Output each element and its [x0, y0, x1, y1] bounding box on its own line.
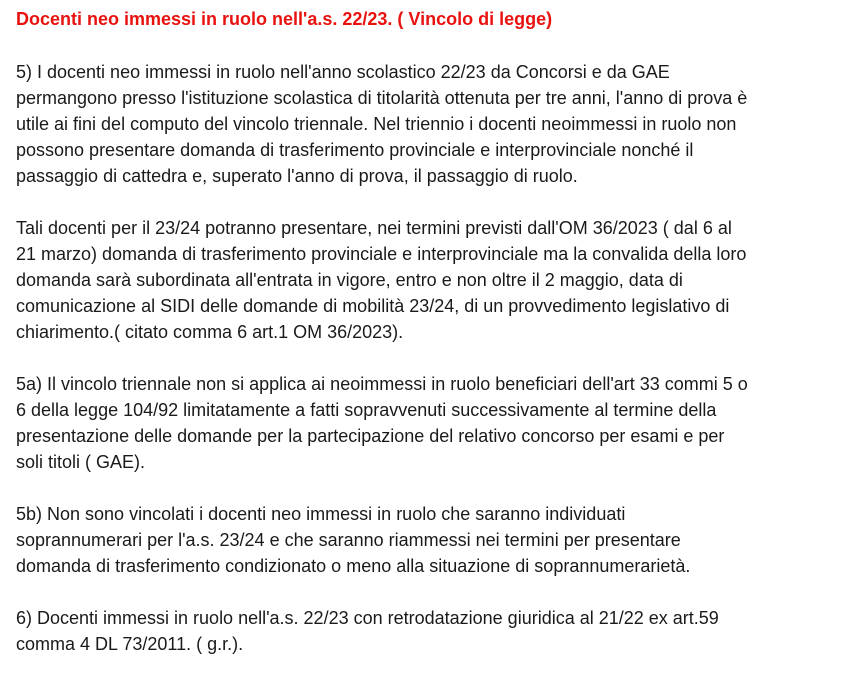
document-page [16, 7, 831, 683]
paragraph-5a [16, 371, 831, 475]
paragraph-line: Tali docenti per il 23/24 potranno presentare, nei termini previsti dall'OM 36/2023 ( dal 6 al [16, 218, 732, 238]
paragraph-line: comunicazione al SIDI delle domande di mobilità 23/24, di un provvedimento legislativo di [16, 296, 730, 316]
paragraph-5 [16, 59, 831, 189]
paragraph-line: soprannumerari per l'a.s. 23/24 e che saranno riammessi nei termini per presentare [16, 530, 681, 550]
paragraph-line: 6) Docenti immessi in ruolo nell'a.s. 22/23 con retrodatazione giuridica al 21/22 ex art.59 [16, 608, 719, 628]
paragraph-line: soli titoli ( GAE). [16, 452, 146, 472]
paragraph-line: passaggio di cattedra e, superato l'anno di prova, il passaggio di ruolo. [16, 166, 578, 186]
document-title: Docenti neo immessi in ruolo nell'a.s. 22/23. ( Vincolo di legge) [16, 9, 553, 29]
paragraph-line: presentazione delle domande per la partecipazione del relativo concorso per esami e per [16, 426, 725, 446]
paragraph-line: 5) I docenti neo immessi in ruolo nell'anno scolastico 22/23 da Concorsi e da GAE [16, 62, 670, 82]
paragraph-line: domanda sarà subordinata all'entrata in vigore, entro e non oltre il 2 maggio, data di [16, 270, 683, 290]
paragraph-line: possono presentare domanda di trasferimento provinciale e interprovinciale nonché il [16, 140, 694, 160]
paragraph-line: 21 marzo) domanda di trasferimento provinciale e interprovinciale ma la convalida della loro [16, 244, 747, 264]
paragraph-6 [16, 605, 831, 657]
paragraph-line: 5b) Non sono vincolati i docenti neo immessi in ruolo che saranno individuati [16, 504, 626, 524]
paragraph-line: permangono presso l'istituzione scolastica di titolarità ottenuta per tre anni, l'anno di prova è [16, 88, 748, 108]
paragraph-line: chiarimento.( citato comma 6 art.1 OM 36/2023). [16, 322, 404, 342]
paragraph-line: 6 della legge 104/92 limitatamente a fatti sopravvenuti successivamente al termine della [16, 400, 717, 420]
paragraph-line: domanda di trasferimento condizionato o meno alla situazione di soprannumerarietà. [16, 556, 691, 576]
paragraph-line: utile ai fini del computo del vincolo triennale. Nel triennio i docenti neoimmessi in ruolo non [16, 114, 737, 134]
paragraph-line: comma 4 DL 73/2011. ( g.r.). [16, 634, 244, 654]
paragraph-tali-docenti [16, 215, 831, 345]
paragraph-5b [16, 501, 831, 579]
paragraph-line: 5a) Il vincolo triennale non si applica ai neoimmessi in ruolo beneficiari dell'art 33 commi 5 o [16, 374, 748, 394]
